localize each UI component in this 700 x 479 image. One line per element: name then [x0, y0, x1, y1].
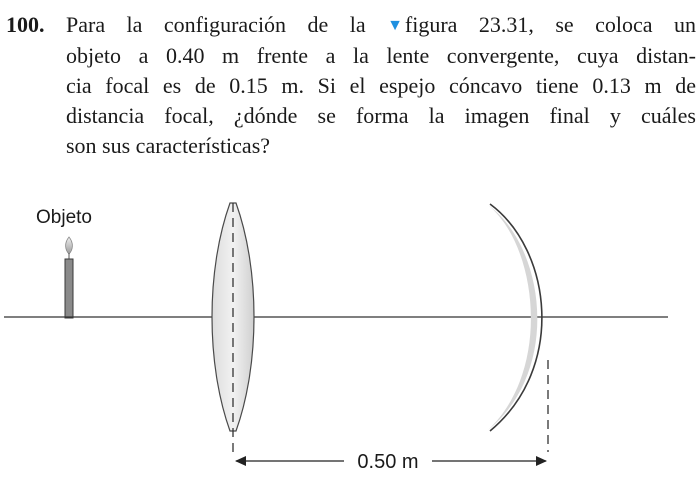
converging-lens [212, 203, 254, 452]
problem-line-4: distancia focal, ¿dónde se forma la imagen final y cuáles [66, 103, 696, 128]
problem-line-5: son sus características? [66, 133, 271, 158]
distance-dimension [235, 451, 547, 473]
candle-icon [65, 237, 73, 318]
optics-diagram [0, 190, 700, 474]
triangle-down-icon: ▼ [387, 17, 403, 34]
problem-line-2: objeto a 0.40 m frente a la lente convergente, cuya distan- [66, 43, 696, 68]
problem-line-3: cia focal es de 0.15 m. Si el espejo cóncavo tiene 0.13 m de [66, 73, 696, 98]
problem-line-1a: Para la configuración de la [66, 12, 366, 37]
optics-figure [0, 190, 700, 474]
object-label: Objeto [36, 207, 92, 228]
problem-statement [66, 10, 696, 161]
problem-line-1 [66, 10, 696, 41]
distance-label: 0.50 m [357, 451, 419, 473]
problem-line-1b: figura 23.31, se coloca un [404, 12, 697, 37]
concave-mirror [488, 204, 548, 452]
problem-number: 100. [6, 12, 45, 37]
